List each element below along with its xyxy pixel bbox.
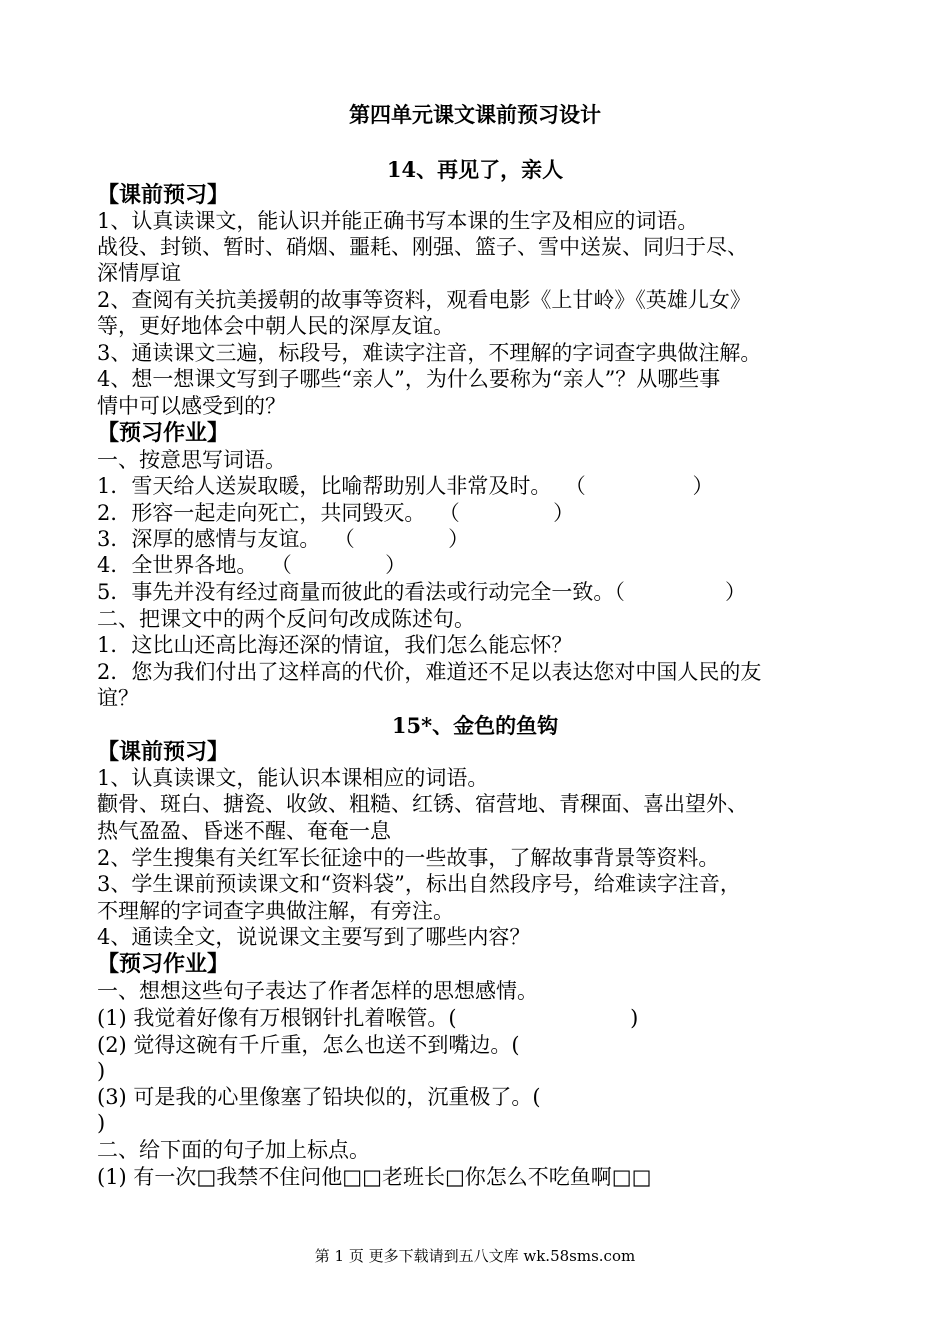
lesson14-heading: 14、再见了，亲人 bbox=[386, 157, 564, 182]
document-title: 第四单元课文课前预习设计 bbox=[349, 102, 601, 127]
lesson15-homework-line: (1) 我觉着好像有万根钢针扎着喉管。( ) bbox=[97, 1006, 639, 1030]
lesson15-homework-line: ) bbox=[97, 1059, 106, 1083]
lesson15-preview-line: 不理解的字词查字典做注解，有旁注。 bbox=[97, 899, 454, 923]
lesson15-preview-line: 4、通读全文，说说课文主要写到了哪些内容？ bbox=[97, 925, 531, 949]
lesson14-preview-line: 等，更好地体会中朝人民的深厚友谊。 bbox=[97, 314, 454, 338]
lesson14-preview-line: 深情厚谊 bbox=[97, 261, 181, 285]
lesson14-homework-line: 4．全世界各地。 （ ） bbox=[97, 553, 407, 577]
lesson14-preview-line: 情中可以感受到的？ bbox=[97, 394, 286, 418]
lesson15-preview-label: 【课前预习】 bbox=[97, 739, 230, 765]
lesson14-preview-line: 3、通读课文三遍，标段号，难读字注音，不理解的字词查字典做注解。 bbox=[97, 341, 762, 365]
page-footer: 第 1 页 更多下载请到五八文库 wk.58sms.com bbox=[314, 1247, 636, 1265]
lesson14-preview-line: 2、查阅有关抗美援朝的故事等资料，观看电影《上甘岭》《英雄儿女》 bbox=[97, 288, 751, 312]
lesson14-homework-line: 2．形容一起走向死亡，共同毁灭。 （ ） bbox=[97, 501, 575, 525]
lesson15-preview-line: 3、学生课前预读课文和“资料袋”，标出自然段序号，给难读字注音， bbox=[97, 872, 741, 896]
lesson14-preview-line: 4、想一想课文写到子哪些“亲人”，为什么要称为“亲人”？从哪些事 bbox=[97, 367, 721, 391]
lesson14-homework-line: 3．深厚的感情与友谊。 （ ） bbox=[97, 527, 470, 551]
lesson15-preview-line: 2、学生搜集有关红军长征途中的一些故事，了解故事背景等资料。 bbox=[97, 846, 720, 870]
lesson14-preview-label: 【课前预习】 bbox=[97, 182, 230, 208]
lesson14-homework-label: 【预习作业】 bbox=[97, 420, 230, 446]
lesson14-homework-line: 1．这比山还高比海还深的情谊，我们怎么能忘怀？ bbox=[97, 633, 573, 657]
lesson15-preview-line: 热气盈盈、昏迷不醒、奄奄一息 bbox=[97, 819, 391, 843]
lesson15-preview-line: 1、认真读课文，能认识本课相应的词语。 bbox=[97, 766, 489, 790]
lesson14-homework-line: 1．雪天给人送炭取暖，比喻帮助别人非常及时。 （ ） bbox=[97, 474, 714, 498]
lesson14-homework-line: 谊？ bbox=[97, 686, 139, 710]
lesson14-preview-line: 1、认真读课文，能认识并能正确书写本课的生字及相应的词语。 bbox=[97, 209, 699, 233]
lesson14-homework-line: 5．事先并没有经过商量而彼此的看法或行动完全一致。（ ） bbox=[97, 580, 746, 604]
lesson15-heading: 15*、金色的鱼钩 bbox=[391, 713, 559, 738]
lesson15-homework-line: ) bbox=[97, 1111, 106, 1135]
lesson14-preview-line: 战役、封锁、暂时、硝烟、噩耗、刚强、篮子、雪中送炭、同归于尽、 bbox=[97, 235, 748, 259]
lesson14-homework-line: 一、按意思写词语。 bbox=[97, 448, 286, 472]
lesson15-homework-line: (1) 有一次□我禁不住问他□□老班长□你怎么不吃鱼啊□□ bbox=[97, 1165, 652, 1189]
lesson14-homework-line: 二、把课文中的两个反问句改成陈述句。 bbox=[97, 607, 475, 631]
lesson15-homework-line: 一、想想这些句子表达了作者怎样的思想感情。 bbox=[97, 979, 538, 1003]
lesson15-homework-line: 二、给下面的句子加上标点。 bbox=[97, 1138, 370, 1162]
lesson15-homework-line: (2) 觉得这碗有千斤重，怎么也送不到嘴边。( bbox=[97, 1033, 520, 1057]
lesson15-homework-line: (3) 可是我的心里像塞了铅块似的，沉重极了。( bbox=[97, 1085, 541, 1109]
lesson15-preview-line: 颧骨、斑白、搪瓷、收敛、粗糙、红锈、宿营地、青稞面、喜出望外、 bbox=[97, 792, 748, 816]
lesson15-homework-label: 【预习作业】 bbox=[97, 951, 230, 977]
lesson14-homework-line: 2．您为我们付出了这样高的代价，难道还不足以表达您对中国人民的友 bbox=[97, 660, 762, 684]
